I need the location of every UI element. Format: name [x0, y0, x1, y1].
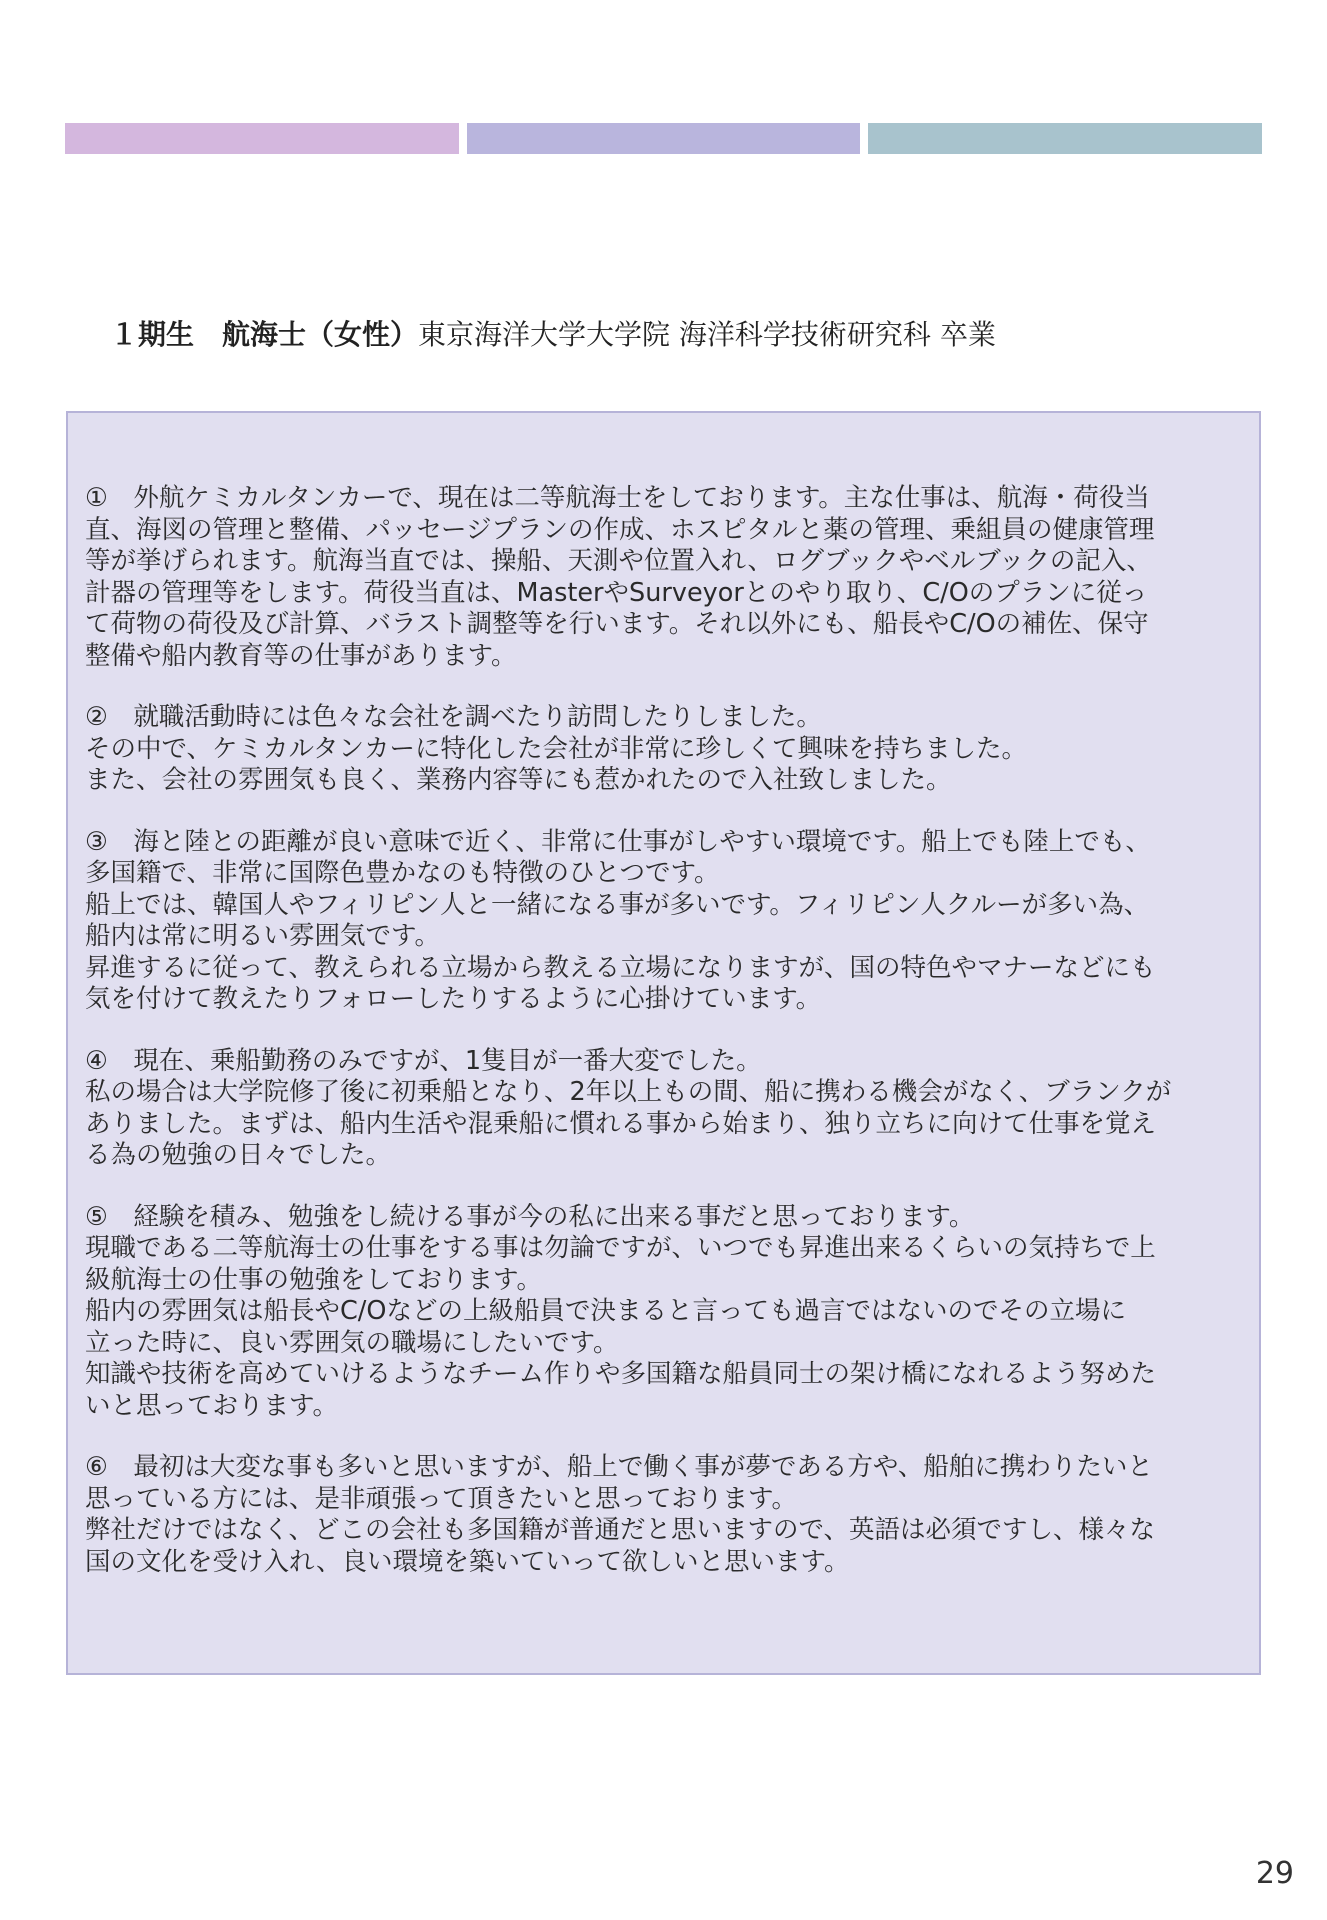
answer-line: 船内の雰囲気は船長やC/Oなどの上級船員で決まると言っても過言ではないのでその立場に: [85, 1296, 1126, 1326]
answer-line: 弊社だけではなく、どこの会社も多国籍が普通だと思いますので、英語は必須ですし、様々な: [85, 1515, 1155, 1545]
header-color-bars: [65, 123, 1262, 154]
page-number: 29: [1255, 1856, 1294, 1891]
answer-line: 現職である二等航海士の仕事をする事は勿論ですが、いつでも昇進出来るくらいの気持ちで上: [85, 1233, 1156, 1263]
header-bar-lavender: [467, 123, 861, 154]
answer-1: [85, 483, 1249, 672]
answer-line: ⑤ 経験を積み、勉強をし続ける事が今の私に出来る事だと思っております。: [85, 1201, 975, 1232]
answer-6: [85, 1452, 1249, 1578]
profile-heading: [110, 315, 1260, 355]
answer-line: いと思っております。: [85, 1390, 338, 1421]
answer-line: 立った時に、良い雰囲気の職場にしたいです。: [85, 1327, 619, 1358]
answer-line: ⑥ 最初は大変な事も多いと思いますが、船上で働く事が夢である方や、船舶に携わりたいと: [85, 1452, 1153, 1482]
answer-line: 気を付けて教えたりフォローしたりするように心掛けています。: [85, 984, 822, 1014]
answer-line: 計器の管理等をします。荷役当直は、MasterやSurveyorとのやり取り、C/Oのプランに従っ: [85, 577, 1148, 608]
answer-line: 等が挙げられます。航海当直では、操船、天測や位置入れ、ログブックやベルブックの記入、: [85, 546, 1152, 576]
answer-line: ④ 現在、乗船勤務のみですが、1隻目が一番大変でした。: [85, 1045, 762, 1076]
answer-5: [85, 1202, 1249, 1423]
profile-title: １期生 航海士（女性）: [110, 318, 419, 351]
answer-line: 知識や技術を高めていけるようなチーム作りや多国籍な船員同士の架け橋になれるよう努めた: [85, 1359, 1157, 1389]
answer-2: [85, 702, 1249, 797]
answer-line: 思っている方には、是非頑張って頂きたいと思っております。: [85, 1483, 797, 1514]
answer-line: 多国籍で、非常に国際色豊かなのも特徴のひとつです。: [85, 858, 720, 888]
answer-line: 船上では、韓国人やフィリピン人と一緒になる事が多いです。フィリピン人クルーが多い為、: [85, 889, 1150, 920]
answer-line: ② 就職活動時には色々な会社を調べたり訪問したりしました。: [85, 702, 822, 732]
answer-line: 整備や船内教育等の仕事があります。: [85, 640, 517, 671]
answer-line: 私の場合は大学院修了後に初乗船となり、2年以上もの間、船に携わる機会がなく、ブランクが: [85, 1077, 1172, 1107]
answer-4: [85, 1046, 1249, 1172]
answer-line: 昇進するに従って、教えられる立場から教える立場になりますが、国の特色やマナーなどにも: [85, 952, 1156, 983]
answer-line: 級航海士の仕事の勉強をしております。: [85, 1264, 542, 1295]
interview-answers-box: [66, 411, 1261, 1675]
profile-school: 東京海洋大学大学院 海洋科学技術研究科 卒業: [418, 318, 996, 351]
answer-line: また、会社の雰囲気も良く、業務内容等にも惹かれたので入社致しました。: [85, 765, 952, 795]
header-bar-pink: [65, 123, 459, 154]
answer-line: その中で、ケミカルタンカーに特化した会社が非常に珍しくて興味を持ちました。: [85, 733, 1027, 764]
answer-line: て荷物の荷役及び計算、バラスト調整等を行います。それ以外にも、船長やC/Oの補佐、保守: [85, 609, 1149, 639]
answer-line: ① 外航ケミカルタンカーで、現在は二等航海士をしております。主な仕事は、航海・荷役当: [85, 483, 1150, 513]
answer-line: 国の文化を受け入れ、良い環境を築いていって欲しいと思います。: [85, 1546, 850, 1577]
answer-line: ありました。まずは、船内生活や混乗船に慣れる事から始まり、独り立ちに向けて仕事を覚え: [85, 1108, 1157, 1139]
header-bar-blue-gray: [868, 123, 1262, 154]
answer-line: 直、海図の管理と整備、パッセージプランの作成、ホスピタルと薬の管理、乗組員の健康管理: [85, 514, 1155, 545]
answer-line: る為の勉強の日々でした。: [85, 1140, 392, 1170]
answer-line: ③ 海と陸との距離が良い意味で近く、非常に仕事がしやすい環境です。船上でも陸上でも、: [85, 826, 1151, 857]
answer-3: [85, 827, 1249, 1016]
answer-line: 船内は常に明るい雰囲気です。: [85, 921, 440, 951]
